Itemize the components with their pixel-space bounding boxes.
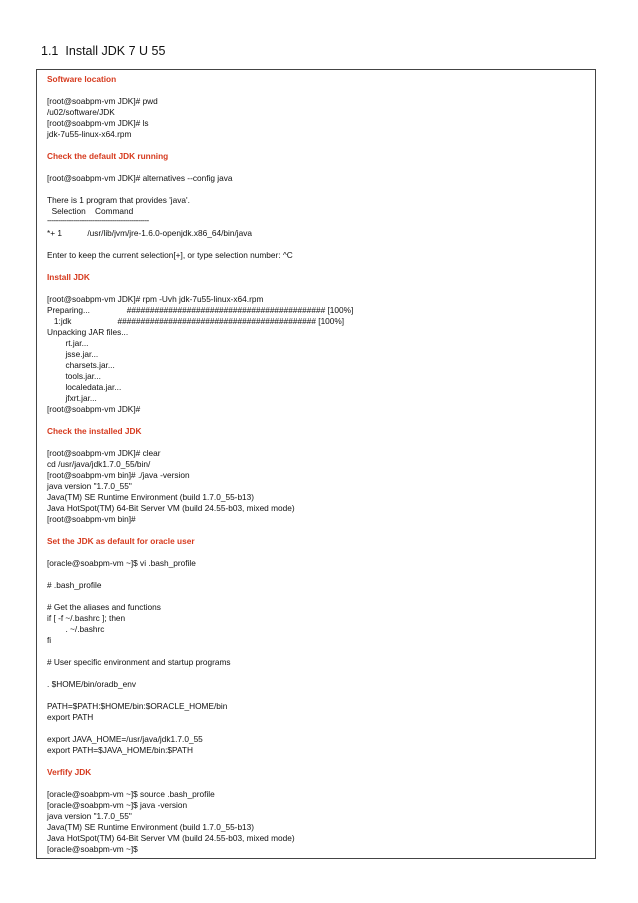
code-line: [root@soabpm-vm JDK]# ls bbox=[47, 118, 149, 128]
code-line: # .bash_profile bbox=[47, 580, 102, 590]
section-number: 1.1 bbox=[41, 44, 59, 58]
code-line: [oracle@soabpm-vm ~]$ java -version bbox=[47, 800, 188, 810]
code-line: jsse.jar... bbox=[47, 349, 99, 359]
code-line: Enter to keep the current selection[+], or type selection number: ^C bbox=[47, 250, 293, 260]
code-line: [root@soabpm-vm JDK]# bbox=[47, 404, 141, 414]
code-line: [oracle@soabpm-vm ~]$ bbox=[47, 844, 138, 854]
code-line: rt.jar... bbox=[47, 338, 89, 348]
section-label: Check the installed JDK bbox=[47, 426, 142, 436]
code-line: Java(TM) SE Runtime Environment (build 1.7.0_55-b13) bbox=[47, 822, 255, 832]
section-label: Verfify JDK bbox=[47, 767, 92, 777]
section-label: Set the JDK as default for oracle user bbox=[47, 536, 195, 546]
code-line: /u02/software/JDK bbox=[47, 107, 115, 117]
section-heading bbox=[41, 44, 165, 58]
code-line: . $HOME/bin/oradb_env bbox=[47, 679, 137, 689]
code-line: 1:jdk ########################################### [100%] bbox=[47, 316, 345, 326]
code-line: localedata.jar... bbox=[47, 382, 122, 392]
section-label: Check the default JDK running bbox=[47, 151, 169, 161]
code-line: [root@soabpm-vm JDK]# rpm -Uvh jdk-7u55-linux-x64.rpm bbox=[47, 294, 264, 304]
section-title: Install JDK 7 U 55 bbox=[65, 44, 166, 58]
section-label: Install JDK bbox=[47, 272, 90, 282]
code-line: [oracle@soabpm-vm ~]$ source .bash_profile bbox=[47, 789, 215, 799]
code-line: java version "1.7.0_55" bbox=[47, 811, 132, 821]
code-line: java version "1.7.0_55" bbox=[47, 481, 132, 491]
code-line: tools.jar... bbox=[47, 371, 101, 381]
code-line: Java HotSpot(TM) 64-Bit Server VM (build 24.55-b03, mixed mode) bbox=[47, 503, 295, 513]
code-line: # Get the aliases and functions bbox=[47, 602, 161, 612]
code-line: [root@soabpm-vm JDK]# clear bbox=[47, 448, 161, 458]
code-line: *+ 1 /usr/lib/jvm/jre-1.6.0-openjdk.x86_64/bin/java bbox=[47, 228, 252, 238]
code-line: export PATH bbox=[47, 712, 94, 722]
code-line: [root@soabpm-vm bin]# bbox=[47, 514, 136, 524]
code-line: Selection Command bbox=[47, 206, 134, 216]
code-line: [root@soabpm-vm JDK]# pwd bbox=[47, 96, 158, 106]
code-line: . ~/.bashrc bbox=[47, 624, 105, 634]
section-label: Software location bbox=[47, 74, 117, 84]
code-line: cd /usr/java/jdk1.7.0_55/bin/ bbox=[47, 459, 151, 469]
code-line: ----------------------------------------------- bbox=[47, 215, 149, 225]
code-line: export PATH=$JAVA_HOME/bin:$PATH bbox=[47, 745, 193, 755]
code-line: [root@soabpm-vm bin]# ./java -version bbox=[47, 470, 190, 480]
code-line: There is 1 program that provides 'java'. bbox=[47, 195, 190, 205]
code-line: Preparing... ########################################### [100%] bbox=[47, 305, 354, 315]
code-line: export JAVA_HOME=/usr/java/jdk1.7.0_55 bbox=[47, 734, 203, 744]
code-line: [root@soabpm-vm JDK]# alternatives --config java bbox=[47, 173, 233, 183]
code-line: [oracle@soabpm-vm ~]$ vi .bash_profile bbox=[47, 558, 196, 568]
code-line: Java HotSpot(TM) 64-Bit Server VM (build 24.55-b03, mixed mode) bbox=[47, 833, 295, 843]
code-line: PATH=$PATH:$HOME/bin:$ORACLE_HOME/bin bbox=[47, 701, 228, 711]
code-line: # User specific environment and startup programs bbox=[47, 657, 231, 667]
code-line: jfxrt.jar... bbox=[47, 393, 97, 403]
code-line: if [ -f ~/.bashrc ]; then bbox=[47, 613, 126, 623]
code-line: charsets.jar... bbox=[47, 360, 115, 370]
code-line: fi bbox=[47, 635, 52, 645]
code-line: jdk-7u55-linux-x64.rpm bbox=[47, 129, 132, 139]
code-line: Java(TM) SE Runtime Environment (build 1.7.0_55-b13) bbox=[47, 492, 255, 502]
code-line: Unpacking JAR files... bbox=[47, 327, 129, 337]
